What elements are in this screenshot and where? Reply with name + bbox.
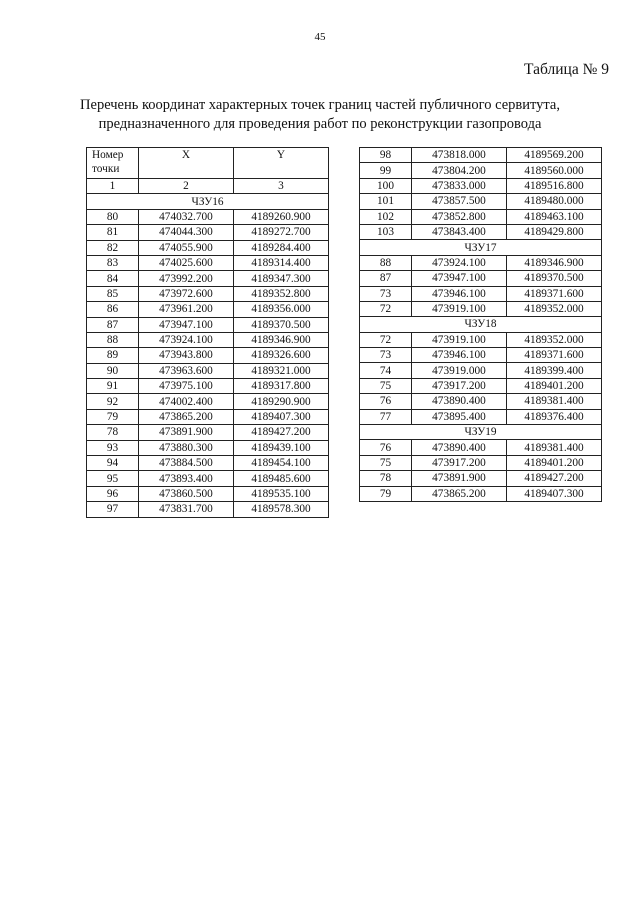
y-coordinate-cell: 4189371.600 [507,286,602,301]
y-coordinate-cell: 4189401.200 [507,455,602,470]
x-coordinate-cell: 473895.400 [412,409,507,424]
y-coordinate-cell: 4189260.900 [234,209,329,224]
table-label: Таблица № 9 [524,61,609,78]
section-row [360,317,602,332]
y-coordinate-cell: 4189352.000 [507,332,602,347]
x-coordinate-cell: 474002.400 [139,394,234,409]
point-number-cell: 82 [87,240,139,255]
point-number-header-line-1: Номер [92,149,124,161]
y-coordinate-cell: 4189352.000 [507,301,602,316]
table-row [87,471,329,486]
table-row [360,286,602,301]
x-coordinate-cell: 473975.100 [139,379,234,394]
table-row [360,486,602,501]
x-coordinate-cell: 474032.700 [139,209,234,224]
x-coordinate-cell: 473947.100 [412,271,507,286]
x-coordinate-cell: 473992.200 [139,271,234,286]
x-coordinate-cell: 473917.200 [412,378,507,393]
x-coordinate-cell: 473852.800 [412,209,507,224]
x-coordinate-cell: 473924.100 [412,255,507,270]
y-coordinate-cell: 4189427.200 [507,471,602,486]
table-row [87,317,329,332]
table-row [87,379,329,394]
table-row [87,225,329,240]
point-number-cell: 88 [87,332,139,347]
x-coordinate-cell: 473831.700 [139,502,234,517]
point-number-cell: 74 [360,363,412,378]
x-coordinate-cell: 473843.400 [412,224,507,239]
table-row [360,163,602,178]
point-number-cell: 85 [87,286,139,301]
y-coordinate-cell: 4189272.700 [234,225,329,240]
point-number-cell: 103 [360,224,412,239]
x-coordinate-cell: 473946.100 [412,286,507,301]
x-coordinate-cell: 473943.800 [139,348,234,363]
x-coordinate-cell: 474044.300 [139,225,234,240]
y-coordinate-cell: 4189516.800 [507,178,602,193]
heading-line-2: предназначенного для проведения работ по реконструкции газопровода [98,116,542,132]
x-coordinate-cell: 473893.400 [139,471,234,486]
table-row [360,440,602,455]
y-coordinate-cell: 4189407.300 [234,409,329,424]
y-coordinate-cell: 4189370.500 [507,271,602,286]
point-number-cell: 101 [360,194,412,209]
point-number-cell: 78 [87,425,139,440]
section-row [360,425,602,440]
table-row [87,394,329,409]
table-row [87,286,329,301]
point-number-cell: 73 [360,286,412,301]
x-coordinate-cell: 473804.200 [412,163,507,178]
coordinates-table-right-body [360,148,602,502]
column-index-1: 1 [87,179,139,194]
point-number-cell: 75 [360,378,412,393]
section-label: ЧЗУ19 [360,425,602,440]
y-coordinate-cell: 4189347.300 [234,271,329,286]
point-number-cell: 84 [87,271,139,286]
point-number-cell: 102 [360,209,412,224]
x-coordinate-cell: 473919.100 [412,332,507,347]
x-coordinate-cell: 473947.100 [139,317,234,332]
y-coordinate-cell: 4189480.000 [507,194,602,209]
table-row [87,302,329,317]
point-number-cell: 93 [87,440,139,455]
y-coordinate-cell: 4189321.000 [234,363,329,378]
point-number-cell: 73 [360,348,412,363]
y-coordinate-cell: 4189463.100 [507,209,602,224]
table-row [360,471,602,486]
point-number-cell: 92 [87,394,139,409]
table-row [360,194,602,209]
y-coordinate-cell: 4189485.600 [234,471,329,486]
table-row [87,255,329,270]
point-number-cell: 99 [360,163,412,178]
table-row [87,271,329,286]
x-coordinate-cell: 473860.500 [139,486,234,501]
y-coordinate-cell: 4189314.400 [234,255,329,270]
table-row [87,240,329,255]
point-number-cell: 75 [360,455,412,470]
point-number-cell: 95 [87,471,139,486]
x-coordinate-cell: 473865.200 [412,486,507,501]
y-coordinate-cell: 4189578.300 [234,502,329,517]
point-number-cell: 78 [360,471,412,486]
section-label: ЧЗУ16 [87,194,329,209]
x-coordinate-cell: 473961.200 [139,302,234,317]
y-coordinate-cell: 4189284.400 [234,240,329,255]
y-coordinate-cell: 4189560.000 [507,163,602,178]
point-number-cell: 72 [360,332,412,347]
x-header: X [139,148,234,179]
y-coordinate-cell: 4189401.200 [507,378,602,393]
point-number-cell: 86 [87,302,139,317]
table-row [360,178,602,193]
x-coordinate-cell: 473891.900 [139,425,234,440]
table-row [87,209,329,224]
y-coordinate-cell: 4189399.400 [507,363,602,378]
point-number-cell: 98 [360,148,412,163]
table-row [360,301,602,316]
y-coordinate-cell: 4189427.200 [234,425,329,440]
table-row [360,409,602,424]
y-coordinate-cell: 4189317.800 [234,379,329,394]
y-coordinate-cell: 4189381.400 [507,440,602,455]
y-coordinate-cell: 4189326.600 [234,348,329,363]
x-coordinate-cell: 473917.200 [412,455,507,470]
point-number-cell: 100 [360,178,412,193]
table-row [360,209,602,224]
y-coordinate-cell: 4189356.000 [234,302,329,317]
table-row [87,363,329,378]
y-coordinate-cell: 4189407.300 [507,486,602,501]
column-index-3: 3 [234,179,329,194]
table-row [87,348,329,363]
section-label: ЧЗУ17 [360,240,602,255]
x-coordinate-cell: 473891.900 [412,471,507,486]
x-coordinate-cell: 473924.100 [139,332,234,347]
table-row [360,394,602,409]
heading-line-1: Перечень координат характерных точек границ частей публичного сервитута, [80,97,560,113]
x-coordinate-cell: 473865.200 [139,409,234,424]
x-coordinate-cell: 473833.000 [412,178,507,193]
y-coordinate-cell: 4189290.900 [234,394,329,409]
coordinates-table-left [86,147,329,518]
point-number-cell: 81 [87,225,139,240]
point-number-cell: 79 [360,486,412,501]
point-number-header-line-2: точки [92,163,120,175]
coordinates-table-left-body [87,148,329,518]
y-coordinate-cell: 4189429.800 [507,224,602,239]
y-coordinate-cell: 4189381.400 [507,394,602,409]
point-number-cell: 87 [87,317,139,332]
x-coordinate-cell: 473919.000 [412,363,507,378]
point-number-cell: 72 [360,301,412,316]
point-number-cell: 80 [87,209,139,224]
point-number-cell: 88 [360,255,412,270]
x-coordinate-cell: 473884.500 [139,456,234,471]
section-label: ЧЗУ18 [360,317,602,332]
x-coordinate-cell: 473857.500 [412,194,507,209]
column-index-2: 2 [139,179,234,194]
table-row [360,348,602,363]
y-header: Y [234,148,329,179]
table-row [87,456,329,471]
point-number-cell: 91 [87,379,139,394]
page-number: 45 [314,31,326,43]
section-row [360,240,602,255]
y-coordinate-cell: 4189370.500 [234,317,329,332]
y-coordinate-cell: 4189569.200 [507,148,602,163]
x-coordinate-cell: 473890.400 [412,394,507,409]
y-coordinate-cell: 4189535.100 [234,486,329,501]
table-row [360,378,602,393]
x-coordinate-cell: 473946.100 [412,348,507,363]
table-row [87,440,329,455]
table-row [360,363,602,378]
table-header-row [87,148,329,179]
table-row [360,271,602,286]
y-coordinate-cell: 4189346.900 [507,255,602,270]
x-coordinate-cell: 474055.900 [139,240,234,255]
column-index-row [87,179,329,194]
coordinates-table-right [359,147,602,502]
table-row [360,255,602,270]
x-coordinate-cell: 474025.600 [139,255,234,270]
x-coordinate-cell: 473919.100 [412,301,507,316]
point-number-cell: 79 [87,409,139,424]
table-row [87,332,329,347]
point-number-cell: 87 [360,271,412,286]
table-row [360,224,602,239]
point-number-cell: 77 [360,409,412,424]
x-coordinate-cell: 473972.600 [139,286,234,301]
x-coordinate-cell: 473890.400 [412,440,507,455]
point-number-cell: 96 [87,486,139,501]
point-number-cell: 89 [87,348,139,363]
point-number-cell: 76 [360,440,412,455]
table-row [87,502,329,517]
x-coordinate-cell: 473818.000 [412,148,507,163]
y-coordinate-cell: 4189352.800 [234,286,329,301]
point-number-cell: 90 [87,363,139,378]
y-coordinate-cell: 4189454.100 [234,456,329,471]
point-number-cell: 83 [87,255,139,270]
point-number-cell: 76 [360,394,412,409]
section-row [87,194,329,209]
table-row [360,455,602,470]
x-coordinate-cell: 473880.300 [139,440,234,455]
x-coordinate-cell: 473963.600 [139,363,234,378]
y-coordinate-cell: 4189346.900 [234,332,329,347]
y-coordinate-cell: 4189371.600 [507,348,602,363]
table-row [87,425,329,440]
document-heading [0,96,640,134]
y-coordinate-cell: 4189439.100 [234,440,329,455]
table-row [87,486,329,501]
table-row [360,332,602,347]
point-number-header [87,148,139,179]
table-row [87,409,329,424]
point-number-cell: 97 [87,502,139,517]
table-row [360,148,602,163]
y-coordinate-cell: 4189376.400 [507,409,602,424]
point-number-cell: 94 [87,456,139,471]
